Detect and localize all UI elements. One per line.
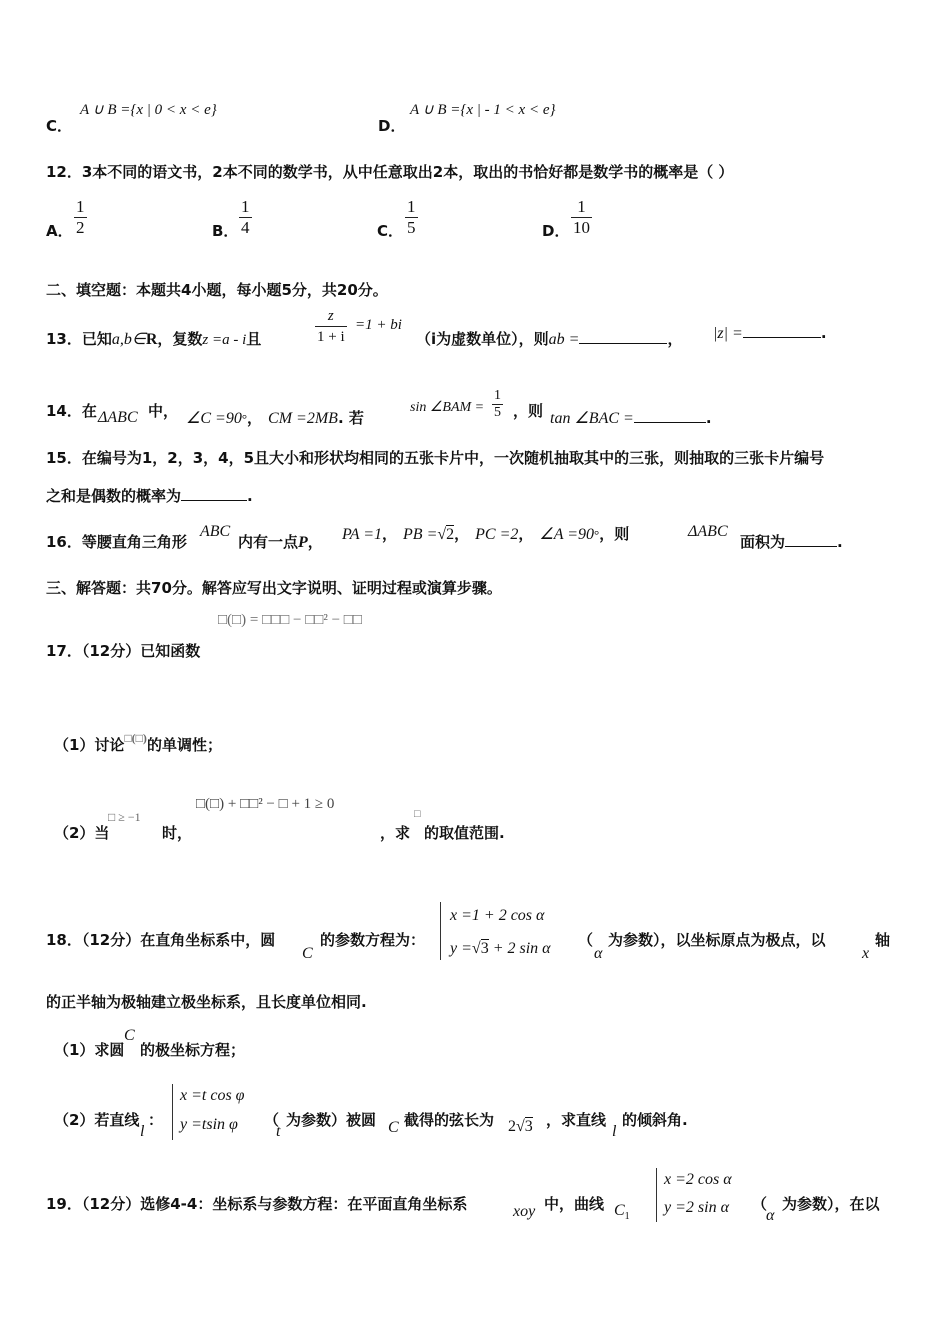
q18-part2-l: l: [140, 1123, 145, 1140]
q14-ze: ，则: [513, 402, 544, 420]
q18-part2-pre: （2）若直线: [54, 1111, 140, 1129]
q18-part2-chord: 截得的弦长为: [404, 1111, 495, 1129]
q18-x: x: [862, 945, 870, 962]
q19-mid: 中，曲线: [544, 1195, 605, 1213]
q16-answer-blank[interactable]: [785, 532, 837, 547]
q17-part2-qiu: ，求: [380, 824, 411, 842]
q12-option-d-fraction: $\frac{1}{10}$: [573, 197, 590, 237]
q14-zhong: 中，: [148, 402, 179, 420]
q14-sin: sin ∠BAM =: [410, 400, 485, 415]
q12-stem: 12．3本不同的语文书，2本不同的数学书，从中任意取出2本，取出的书恰好都是数学书的概率是（ ）: [46, 163, 734, 181]
q18-mid: 的参数方程为：: [320, 931, 426, 949]
q14-line: 14．在: [46, 402, 97, 420]
q18-part2-end: ，求直线: [546, 1111, 607, 1129]
q18-part2-final: 的倾斜角.: [622, 1111, 688, 1129]
q13-answer-blank-absz[interactable]: [743, 323, 821, 338]
q14-tan-part: tan ∠BAC = .: [550, 409, 712, 427]
q18-eq1: x =1 + 2 cos α: [450, 907, 545, 924]
q19-pre: 19．（12分）选修4-4：坐标系与参数方程：在平面直角坐标系: [46, 1195, 468, 1213]
q11-option-c-label: C．: [46, 117, 73, 135]
q19-alpha: α: [766, 1207, 775, 1224]
q17-part2-var-image: □: [414, 808, 421, 820]
q14-answer-blank[interactable]: [634, 408, 706, 423]
q12-option-c-label: C．: [377, 222, 404, 240]
q17-part2-condition-image: □ ≥ −1: [108, 810, 141, 824]
q14-fraction: $\frac{1}{5}$: [494, 388, 501, 420]
q16-triangle: ΔABC: [688, 523, 728, 540]
q17-function-formula-image: □(□) = □□□ − □□² − □□: [218, 612, 362, 628]
q17-part1: （1）讨论□(□)的单调性；: [54, 731, 222, 754]
q18-part2-param: 为参数）被圆: [286, 1111, 377, 1129]
q19-eq2: y =2 sin α: [664, 1199, 729, 1216]
q18-line-system-brace: [172, 1084, 174, 1140]
q18-line-eq2: y =tsin φ: [180, 1116, 238, 1133]
q16-area: 面积为 .: [740, 533, 843, 551]
q12-option-a-label: A．: [46, 222, 73, 240]
q18-part2-paren: （: [264, 1111, 280, 1129]
q18-paren: （: [578, 931, 594, 949]
q12-option-b-fraction: $\frac{1}{4}$: [241, 197, 250, 237]
q11-option-d-label: D．: [378, 117, 406, 135]
section-fill-in-heading: 二、填空题：本题共4小题，每小题5分，共20分。: [46, 281, 388, 299]
q17-part2-end: 的取值范围.: [424, 824, 505, 842]
q13-tail: （i为虚数单位），则ab = ，: [416, 330, 683, 348]
q19-xoy: xoy: [513, 1203, 536, 1220]
q19-c1: $C_1$: [614, 1202, 630, 1222]
q19-eq1: x =2 cos α: [664, 1171, 732, 1188]
q13-abs-part: |z| = .: [713, 324, 827, 342]
q15-answer-blank[interactable]: [181, 486, 247, 501]
q18-eq2: y =√3 + 2 sin α: [450, 940, 551, 957]
q13-fraction: $\frac{z}{1 + i}$: [317, 308, 345, 345]
q18-part2-c: C: [388, 1119, 399, 1136]
q18-part2-chord-value: 2√3: [508, 1118, 533, 1135]
q16-body: 内有一点P，: [238, 533, 323, 551]
q12-option-d-label: D．: [542, 222, 570, 240]
q15-line1: 15．在编号为1，2，3，4，5且大小和形状均相同的五张卡片中，一次随机抽取其中的三张，则抽取的三张卡片编号: [46, 449, 825, 467]
q12-option-b-label: B．: [212, 222, 239, 240]
q18-axis: 轴: [875, 931, 891, 949]
q12-option-a-fraction: $\frac{1}{2}$: [76, 197, 85, 237]
q11-option-d-expr: A ∪ B ={x | - 1 < x < e}: [410, 102, 556, 118]
q17-part2: （2）当: [54, 824, 110, 842]
q15-line2: 之和是偶数的概率为 .: [46, 487, 253, 505]
q18-line-eq1: x =t cos φ: [180, 1087, 245, 1104]
q13-line: 13．已知a,b∈R，复数z =a - i且: [46, 330, 262, 348]
q13-answer-blank-ab[interactable]: [579, 329, 667, 344]
q18-part2-l2: l: [612, 1123, 617, 1140]
q16-abc: ABC: [200, 523, 231, 540]
section-solutions-heading: 三、解答题：共70分。解答应写出文字说明、证明过程或演算步骤。: [46, 579, 502, 597]
q19-paren: （: [752, 1195, 768, 1213]
q19-param: 为参数），在以: [782, 1195, 880, 1213]
q16-pre: 16．等腰直角三角形: [46, 533, 187, 551]
q18-part1-c: C: [124, 1027, 135, 1044]
q18-param: 为参数），以坐标原点为极点，以: [608, 931, 826, 949]
q13-rhs: =1 + bi: [355, 317, 402, 333]
q18-part2-t: t: [276, 1123, 281, 1140]
q17-part2-inequality-image: □(□) + □□² − □ + 1 ≥ 0: [196, 796, 335, 812]
q18-circle-c: C: [302, 945, 313, 962]
q16-conditions: PA =1， PB =√2， PC =2， ∠A =90°，则: [342, 525, 630, 543]
q18-line2: 的正半轴为极轴建立极坐标系，且长度单位相同.: [46, 993, 367, 1011]
q18-part1: （1）求圆: [54, 1041, 125, 1059]
q19-system-brace: [656, 1168, 658, 1222]
q17-part1-fx-image: □(□): [124, 731, 147, 745]
q18-pre: 18．（12分）在直角坐标系中，圆: [46, 931, 276, 949]
q18-system-brace: [440, 902, 442, 960]
q14-conditions: ∠C =90°， CM =2MB. 若: [186, 409, 364, 427]
q17-part2-shi: 时，: [162, 824, 193, 842]
q18-part1-post: 的极坐标方程；: [140, 1041, 246, 1059]
q17-stem: 17．（12分）已知函数: [46, 642, 201, 660]
q11-option-c-expr: A ∪ B ={x | 0 < x < e}: [80, 102, 217, 118]
q14-triangle: ΔABC: [98, 409, 138, 426]
q18-alpha: α: [594, 945, 603, 962]
q18-part2-colon: ：: [148, 1111, 164, 1129]
q12-option-c-fraction: $\frac{1}{5}$: [407, 197, 416, 237]
